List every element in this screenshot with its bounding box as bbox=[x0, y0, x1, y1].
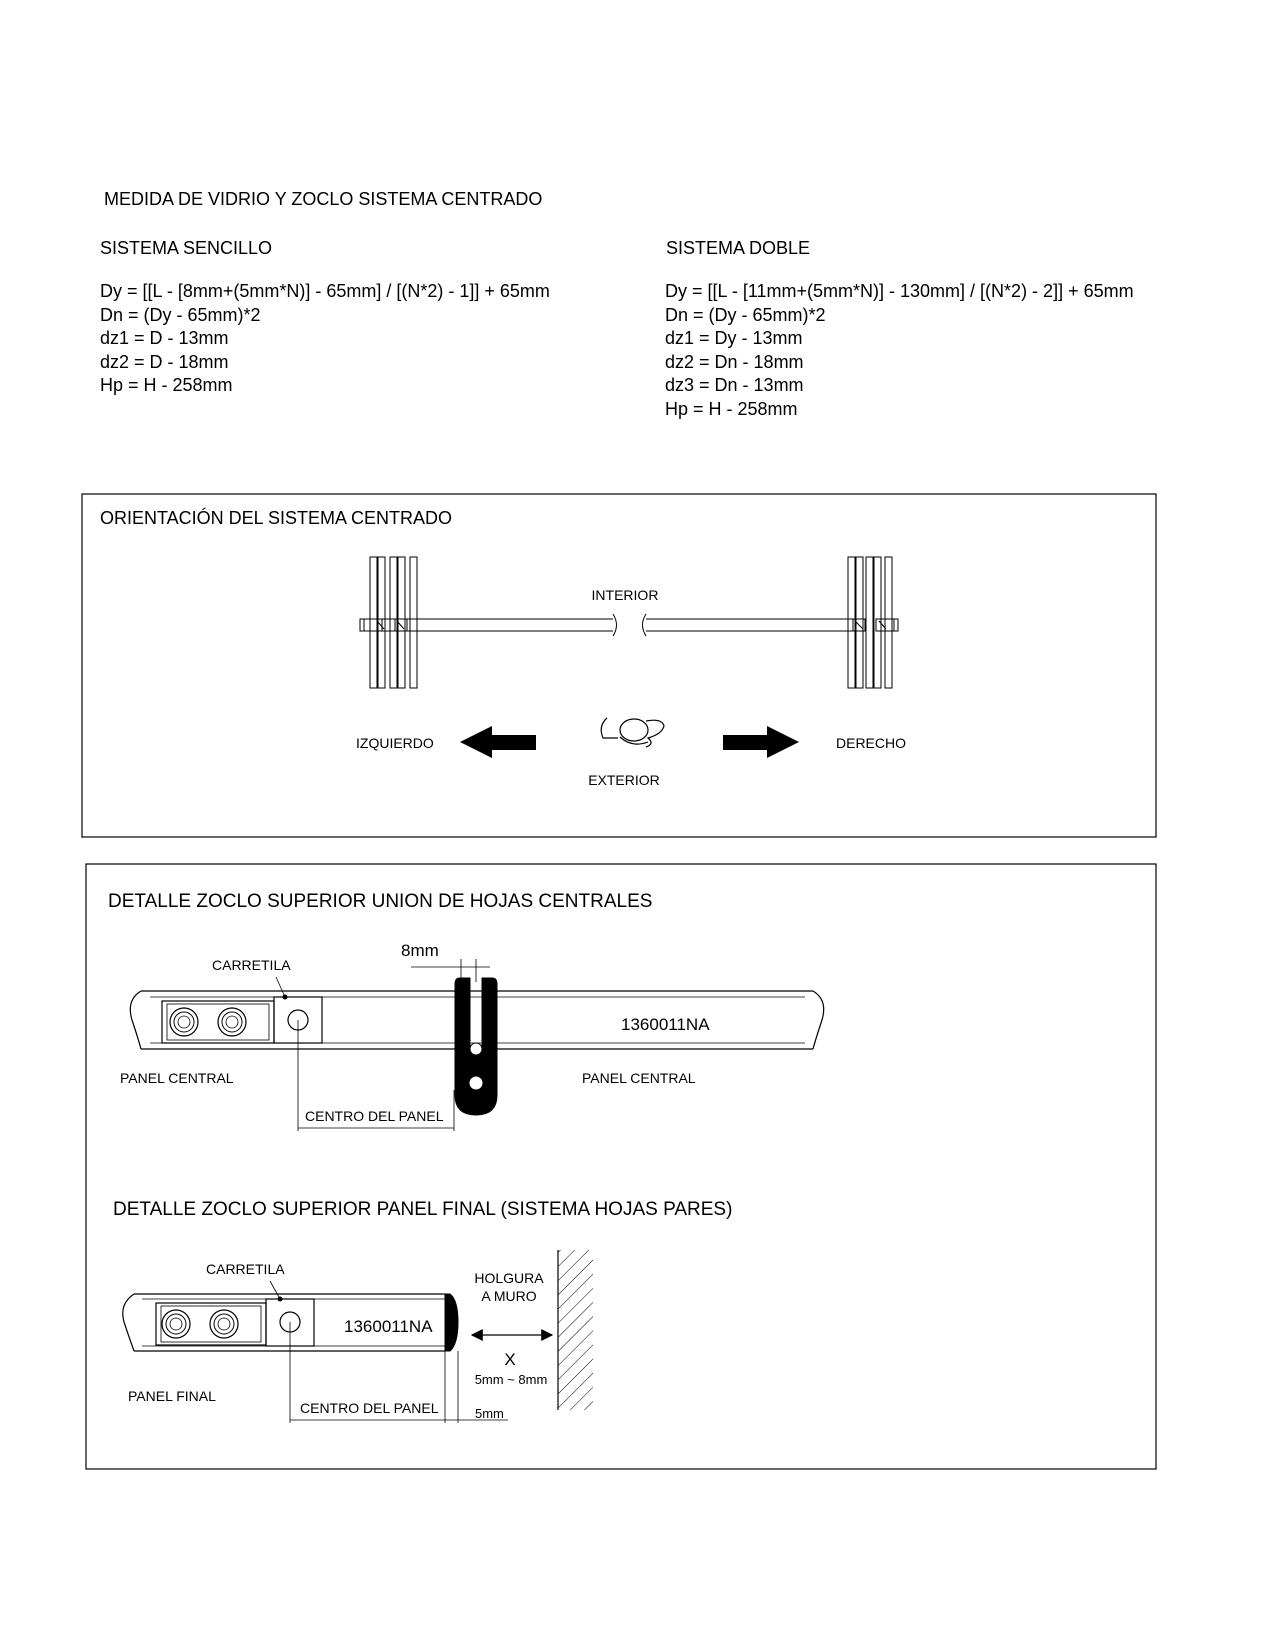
doble-formula: dz3 = Dn - 13mm bbox=[665, 375, 804, 395]
detail1-part-label: 1360011NA bbox=[621, 1015, 710, 1034]
orientation-title: ORIENTACIÓN DEL SISTEMA CENTRADO bbox=[100, 508, 453, 528]
orientation-section bbox=[82, 494, 1156, 837]
left-panel-stack bbox=[360, 557, 417, 688]
detail1-panel-left-label: PANEL CENTRAL bbox=[120, 1070, 234, 1086]
detail1-drawing bbox=[130, 959, 823, 1131]
sencillo-formula: dz2 = D - 18mm bbox=[100, 351, 229, 372]
sencillo-formula: Hp = H - 258mm bbox=[100, 375, 233, 395]
doble-formula: dz1 = Dy - 13mm bbox=[665, 328, 803, 348]
sencillo-heading: SISTEMA SENCILLO bbox=[100, 238, 273, 258]
sencillo-formula: dz1 = D - 13mm bbox=[100, 328, 229, 348]
detail1-gap-label: 8mm bbox=[401, 941, 439, 960]
detail2-holgura-label: HOLGURA bbox=[474, 1270, 544, 1286]
wall-hatch bbox=[558, 1250, 593, 1410]
detail1-title: DETALLE ZOCLO SUPERIOR UNION DE HOJAS CENTRALES bbox=[108, 891, 653, 912]
detail2-range-label: 5mm ~ 8mm bbox=[474, 1372, 548, 1387]
detail2-carretila-label: CARRETILA bbox=[206, 1261, 285, 1277]
detail2-x-label: X bbox=[504, 1350, 516, 1369]
detail1-carretila-label: CARRETILA bbox=[212, 957, 291, 973]
detail2-muro-label: A MURO bbox=[481, 1288, 537, 1304]
right-panel-stack bbox=[848, 557, 898, 688]
interior-label: INTERIOR bbox=[591, 587, 659, 603]
detail2-center-label: CENTRO DEL PANEL bbox=[300, 1400, 439, 1416]
detail2-panel-label: PANEL FINAL bbox=[128, 1388, 216, 1404]
detail2-part-label: 1360011NA bbox=[344, 1317, 433, 1336]
detail-section bbox=[86, 864, 1156, 1469]
detail-frame bbox=[86, 864, 1156, 1469]
sencillo-formula: Dy = [[L - [8mm+(5mm*N)] - 65mm] / [(N*2) - 1]] + 65mm bbox=[100, 281, 550, 301]
detail2-offset-label: 5mm bbox=[475, 1406, 504, 1421]
right-label: DERECHO bbox=[836, 735, 907, 751]
detail2-title: DETALLE ZOCLO SUPERIOR PANEL FINAL (SISTEMA HOJAS PARES) bbox=[113, 1199, 733, 1220]
left-label: IZQUIERDO bbox=[356, 735, 434, 751]
doble-formula: dz2 = Dn - 18mm bbox=[665, 351, 804, 372]
sencillo-formula: Dn = (Dy - 65mm)*2 bbox=[100, 304, 261, 325]
exterior-label: EXTERIOR bbox=[588, 772, 660, 788]
doble-formula: Dy = [[L - [11mm+(5mm*N)] - 130mm] / [(N*2) - 2]] + 65mm bbox=[665, 281, 1134, 301]
person-icon bbox=[601, 718, 664, 747]
doble-heading: SISTEMA DOBLE bbox=[666, 238, 811, 258]
right-arrow-icon bbox=[723, 726, 799, 758]
detail1-panel-right-label: PANEL CENTRAL bbox=[582, 1070, 696, 1086]
left-arrow-icon bbox=[460, 726, 536, 758]
page-title: MEDIDA DE VIDRIO Y ZOCLO SISTEMA CENTRADO bbox=[104, 189, 543, 209]
doble-formula: Hp = H - 258mm bbox=[665, 398, 798, 419]
doble-formula: Dn = (Dy - 65mm)*2 bbox=[665, 304, 826, 325]
detail1-center-label: CENTRO DEL PANEL bbox=[305, 1108, 444, 1124]
